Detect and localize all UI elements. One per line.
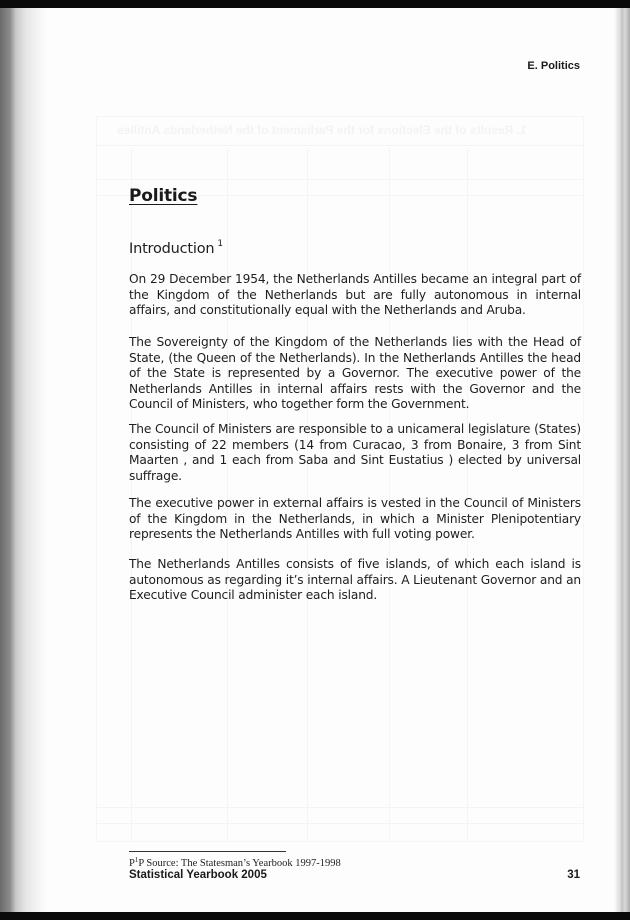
paragraph: On 29 December 1954, the Netherlands Antilles became an integral part of the Kingdom of the Netherlands but are fully autonomous in internal affairs, and constitutionally equal with the Netherlands and Aruba. bbox=[129, 272, 581, 318]
subtitle-text: Introduction bbox=[129, 241, 215, 257]
running-head: E. Politics bbox=[527, 60, 580, 72]
footnote-mark: 1 bbox=[134, 856, 139, 864]
footer-publication: Statistical Yearbook 2005 bbox=[129, 869, 267, 881]
paragraph: The executive power in external affairs is vested in the Council of Ministers of the Kingdom in the Netherlands, in which a Minister Plenipotentiary represents the Netherlands Antilles with full voting power. bbox=[129, 496, 581, 542]
page-edge bbox=[614, 8, 630, 912]
footnote-divider bbox=[129, 851, 286, 852]
document-page bbox=[0, 8, 630, 912]
paragraph: The Sovereignty of the Kingdom of the Netherlands lies with the Head of State, (the Queen of the Netherlands). In the Netherlands Antilles the head of the State is represented by a Governor. The executive power of the Netherlands Antilles in internal affairs rests with the Governor and the Council of Ministers, who together form the Government. bbox=[129, 335, 581, 412]
footnote-text: P Source: The Statesman’s Yearbook 1997-1998 bbox=[138, 858, 341, 869]
paragraph: The Netherlands Antilles consists of five islands, of which each island is autonomous as regarding it’s internal affairs. A Lieutenant Governor and an Executive Council administer each island. bbox=[129, 557, 581, 603]
show-through-caption: 1. Results of the Elections for the Parliament of the Netherlands Antilles bbox=[117, 123, 527, 137]
paragraph: The Council of Ministers are responsible to a unicameral legislature (States) consisting of 22 members (14 from Curacao, 3 from Bonaire, 3 from Sint Maarten , and 1 each from Saba and Sint Eustatius ) elected by universal suffrage. bbox=[129, 422, 581, 483]
page-number: 31 bbox=[567, 869, 580, 881]
footnote-reference[interactable]: 1 bbox=[217, 239, 223, 249]
section-subtitle bbox=[129, 239, 223, 257]
page-title: Politics bbox=[129, 186, 198, 206]
footnote bbox=[129, 856, 341, 869]
footnote-prefix: P bbox=[129, 858, 135, 869]
binding-gutter-shadow bbox=[0, 8, 48, 912]
